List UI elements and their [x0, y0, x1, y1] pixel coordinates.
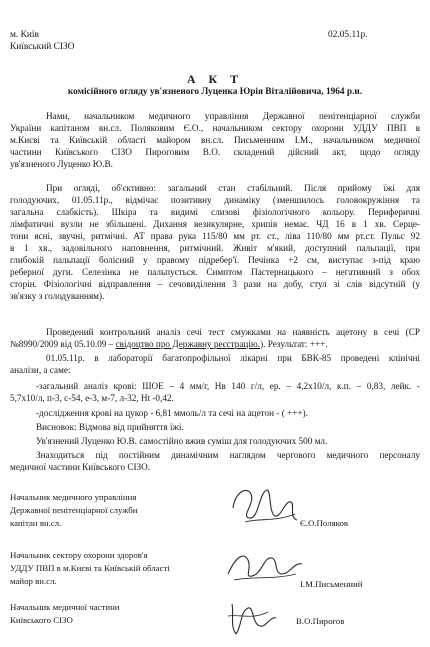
exam-line: загальна слабкість). Шкіра та видимі слизові фізіологічного кольору. Периферичні — [10, 207, 420, 217]
mixture-line: Ув'язнений Луценко Ю.В. самостійно вжив суміш для голодуючих 500 мл. — [36, 436, 328, 446]
exam-line: При огляді, об'єктивно: загальний стан стабільний. Після прийому їжі для — [46, 183, 420, 193]
exam-line: реберної дуги. Селезінка не пальпується. Симптом Пастернацького – негативний з обох — [10, 267, 420, 277]
intro-line: м.Києві та Київській області майором вн.сл. Письменним І.М., начальником медичної — [10, 135, 420, 145]
signatory-position-line: Київського СІЗО — [10, 615, 73, 625]
signatory-name: Є.О.Поляков — [300, 518, 349, 528]
exam-line: глибокій пальпації болісний у правому підребер'ї. Печінка +2 см, виступає з-під краю — [10, 255, 420, 265]
signatory-position-line: майор вн.сл. — [10, 576, 57, 586]
sugar-test-line: -дослідження крові на цукор - 6,81 ммоль/л та сечі на ацетон - ( +++). — [36, 408, 308, 418]
exam-line: голодуючих, 01.05.11р., відмічає позитивну динаміку (зменшилось головокружіння та — [10, 195, 420, 205]
signatory-position-line: капітан вн.сл. — [10, 518, 62, 528]
intro-line: частини Київського СІЗО Пироговим В.О. складений дійсний акт, щодо огляду — [10, 147, 420, 157]
intro-line: Нами, начальником медичного управління Державної пенітенціарної служби — [46, 111, 420, 121]
exam-line: в 1 хв., задовільного наповнення, ритмічний. Живіт м'який, доступний пальпації, при — [10, 243, 420, 253]
document-date: 02.05.11р. — [328, 30, 368, 40]
observation-line: медичної частини Київського СІЗО. — [10, 462, 151, 472]
signature-polyakov — [225, 478, 305, 530]
signatory-position-line: Начальник медичного управління — [10, 492, 137, 502]
blood-test-line: 5,7х10/л, п-3, с-54, е-3, м-7, л-32, Нt -0,42. — [10, 393, 174, 403]
blood-test-line: -загальний аналіз крові: ШОЕ – 4 мм/г, Нв 140 г/л, ер. – 4,2х10/л, к.п. – 0,83, лейк. - — [36, 381, 420, 391]
signatory-position-line: Державної пенітенціарної служби — [10, 505, 138, 515]
document-title: А К Т — [186, 72, 244, 86]
signatory-name: І.М.Письменний — [300, 579, 363, 589]
signature-pysmennyi — [222, 546, 306, 586]
conclusion-line: Висновок: Відмова від прийняття їжі. — [36, 422, 184, 432]
exam-line: зв'язку з голодуванням). — [10, 291, 105, 301]
exam-line: тони ясні, звучні, ритмічні. АТ права рука 115/80 мм рт. ст., ліва 110/80 мм рт.ст. Пульс 92 — [10, 231, 420, 241]
signatory-position-line: Начальник сектору охорони здоров'я — [10, 550, 148, 560]
signature-pyrohov — [222, 596, 286, 640]
intro-line: України капітаном вн.сл. Поляковим Є.О., начальником сектору охорони УДДУ ПВП в — [10, 123, 420, 133]
exam-line: сторін. Фізіологічні відправлення – сечовиділення 3 рази на добу, стул зі слів відсутній (у — [10, 279, 420, 289]
signatory-position-line: Начальник медичної частини — [10, 602, 120, 612]
urine-test-line-2: №8990/2009 від 05.10.09 – свідоцтво про Державну реєстрацію.). Результат: +++. — [10, 339, 328, 349]
urine-test-line: Проведений контрольний аналіз сечі тест смужками на наявність ацетону в сечі (СР — [46, 327, 420, 337]
lab-line: 01.05.11р. в лабораторії багатопрофільної лікарні при БВК-85 проведені клінічні — [46, 353, 420, 363]
lab-line: аналізи, а саме: — [10, 365, 71, 375]
signatory-name: В.О.Пирогов — [296, 616, 345, 626]
exam-line: лімфатичні вузли не збільшені. Дихання везикулярне, хрипів немає. ЧД 16 в 1 хв. Серце- — [10, 219, 420, 229]
registration-note: свідоцтво про Державну реєстрацію. — [115, 339, 261, 349]
signatory-position-line: УДДУ ПВП в м.Києві та Київській області — [10, 563, 170, 573]
document-subtitle: комісійного огляду ув'язненого Луценка Юрія Віталійовича, 1964 р.н. — [67, 87, 363, 97]
institution-label: Київський СІЗО — [10, 42, 75, 52]
city-label: м. Київ — [10, 30, 39, 40]
intro-line: ув'язненого Луценко Ю.В. — [10, 159, 113, 169]
observation-line: Знаходиться під постійним динамічним наглядом чергового медичного персоналу — [36, 450, 420, 460]
